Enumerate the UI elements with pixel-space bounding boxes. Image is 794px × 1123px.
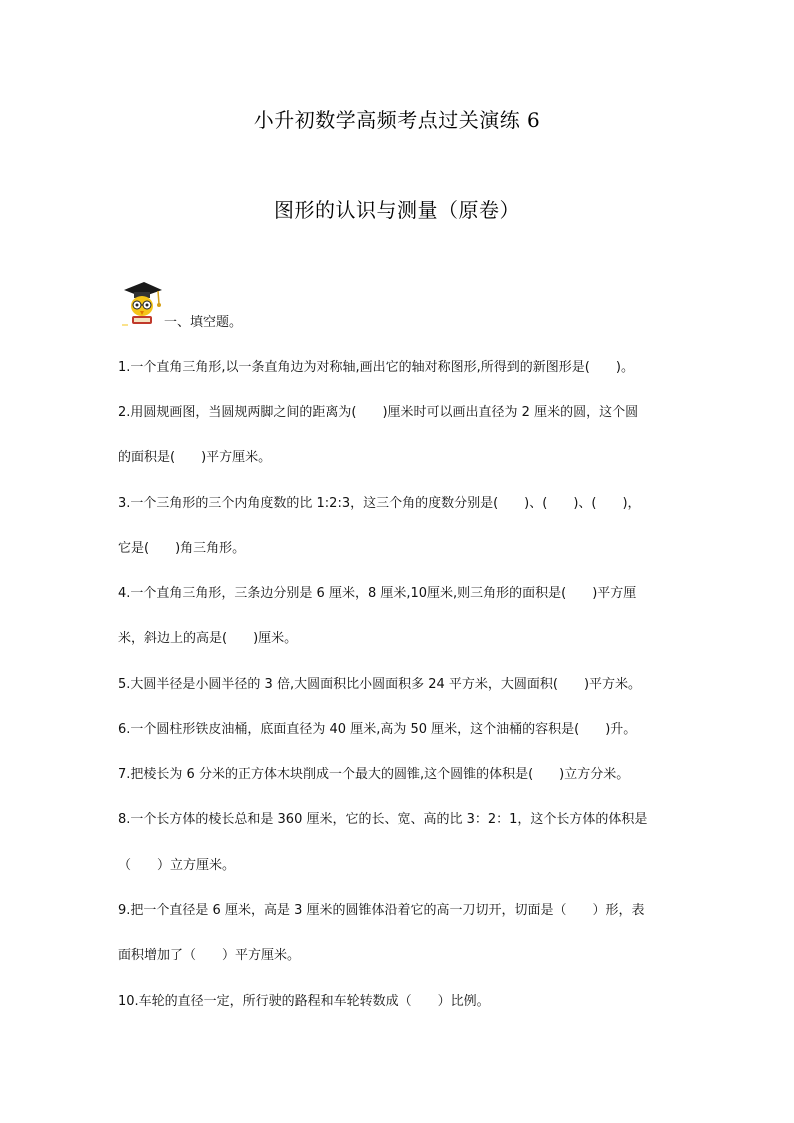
question-line: 9.把一个直径是 6 厘米，高是 3 厘米的圆锥体沿着它的高一刀切开，切面是（ ）形，表 — [118, 903, 645, 918]
section-label: 一、填空题。 — [164, 315, 243, 330]
question-line: 8.一个长方体的棱长总和是 360 厘米，它的长、宽、高的比 3：2：1，这个长方体的体积是 — [118, 812, 648, 827]
question-line: 2.用圆规画图，当圆规两脚之间的距离为( )厘米时可以画出直径为 2 厘米的圆，这个圆 — [118, 405, 639, 420]
section-header — [118, 278, 518, 328]
graduate-mascot-icon — [118, 278, 164, 328]
question-line: 米，斜边上的高是( )厘米。 — [118, 631, 298, 646]
question-line: 4.一个直角三角形，三条边分别是 6 厘米，8 厘米,10厘米,则三角形的面积是( )平方厘 — [118, 586, 637, 601]
page-title: 小升初数学高频考点过关演练 6 — [253, 108, 541, 132]
question-line: 3.一个三角形的三个内角度数的比 1:2:3，这三个角的度数分别是( )、( )、( )， — [118, 496, 641, 511]
question-line: 6.一个圆柱形铁皮油桶，底面直径为 40 厘米,高为 50 厘米，这个油桶的容积是( )升。 — [118, 722, 637, 737]
question-line: 1.一个直角三角形,以一条直角边为对称轴,画出它的轴对称图形,所得到的新图形是( )。 — [118, 360, 634, 375]
page-subtitle: 图形的认识与测量（原卷） — [274, 198, 520, 222]
question-line: （ ）立方厘米。 — [118, 858, 236, 873]
question-line: 面积增加了（ ）平方厘米。 — [118, 948, 301, 963]
question-line: 它是( )角三角形。 — [118, 541, 246, 556]
question-line: 的面积是( )平方厘米。 — [118, 450, 272, 465]
question-line: 7.把棱长为 6 分米的正方体木块削成一个最大的圆锥,这个圆锥的体积是( )立方分米。 — [118, 767, 630, 782]
question-line: 10.车轮的直径一定，所行驶的路程和车轮转数成（ ）比例。 — [118, 994, 490, 1009]
question-line: 5.大圆半径是小圆半径的 3 倍,大圆面积比小圆面积多 24 平方米，大圆面积( )平方米。 — [118, 677, 642, 692]
